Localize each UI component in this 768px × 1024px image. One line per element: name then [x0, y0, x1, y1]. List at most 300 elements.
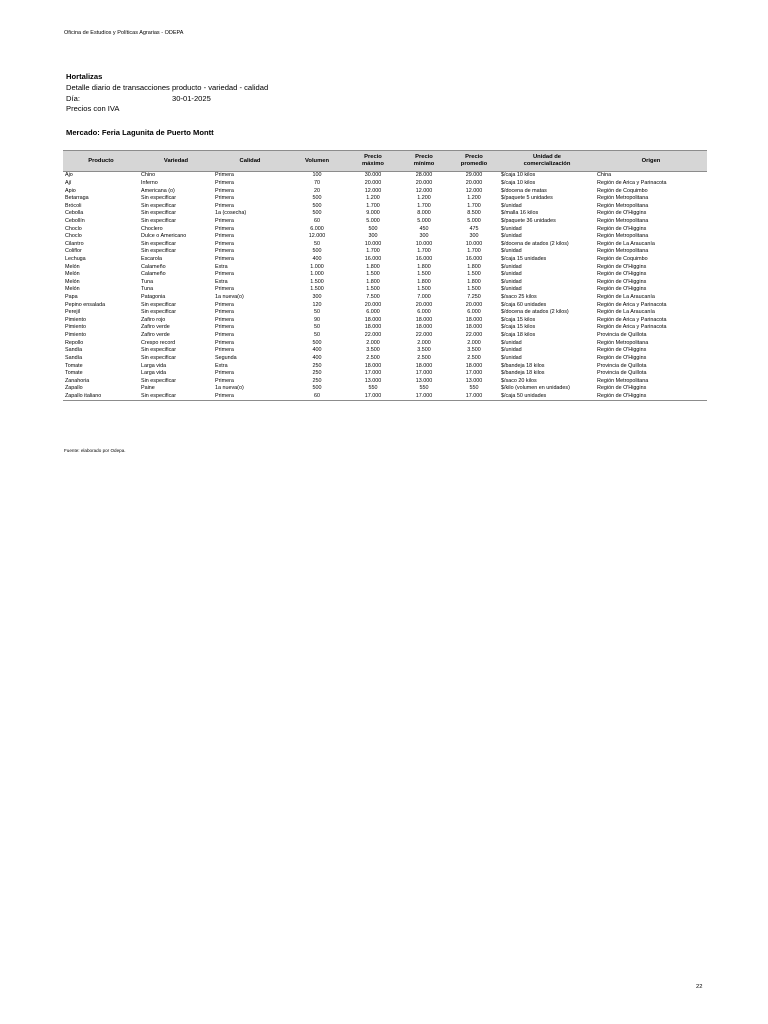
cell-precio-minimo: 20.000	[415, 179, 433, 186]
cell-precio-minimo: 2.000	[417, 339, 431, 346]
cell-precio-promedio: 18.000	[465, 362, 483, 369]
market-title: Mercado: Feria Lagunita de Puerto Montt	[66, 128, 214, 137]
cell-precio-promedio: 18.000	[465, 316, 483, 323]
cell-variedad: Larga vida	[141, 370, 167, 377]
cell-unidad: $/caja 50 unidades	[499, 393, 595, 401]
cell-precio-minimo: 28.000	[415, 172, 433, 179]
cell-calidad: Primera	[215, 347, 234, 354]
cell-volumen: 60	[287, 393, 347, 401]
cell-precio-maximo: 300	[368, 233, 378, 240]
cell-producto: Sandía	[65, 347, 83, 354]
cell-variedad: Sin especificar	[141, 202, 177, 209]
cell-variedad: Zafiro verde	[141, 332, 170, 339]
cell-unidad: $/kilo (volumen en unidades)	[501, 385, 570, 392]
cell-precio-promedio: 20.000	[465, 301, 483, 308]
cell-precio-promedio: 22.000	[465, 332, 483, 339]
cell-origen: China	[597, 172, 612, 179]
header-precio-promedio-line1: Precio	[465, 154, 483, 160]
date-label: Día:	[66, 93, 80, 103]
cell-calidad: 1a nueva(o)	[215, 294, 244, 301]
cell-precio-maximo: 500	[368, 225, 378, 232]
cell-precio-promedio: 1.500	[467, 286, 481, 293]
cell-origen: Región de Coquimbo	[597, 256, 648, 262]
cell-volumen: 400	[312, 256, 322, 262]
cell-variedad: Calameño	[141, 263, 166, 270]
cell-producto: Repollo	[65, 339, 84, 346]
table-row	[63, 385, 707, 393]
cell-producto: Pimiento	[65, 332, 86, 339]
cell-precio-minimo: 8.000	[417, 210, 431, 217]
cell-variedad: Sin especificar	[141, 347, 177, 354]
cell-variedad: Sin especificar	[139, 393, 213, 401]
table-row	[63, 256, 707, 264]
table-row	[63, 355, 707, 363]
cell-variedad: Larga vida	[141, 362, 167, 369]
cell-precio-promedio: 2.000	[467, 339, 481, 346]
cell-volumen: 1.500	[310, 278, 324, 285]
cell-calidad: Primera	[215, 370, 234, 377]
cell-precio-promedio: 1.800	[467, 263, 481, 270]
cell-precio-maximo: 3.500	[366, 347, 380, 354]
cell-precio-maximo: 2.500	[366, 354, 380, 361]
cell-precio-maximo: 2.000	[366, 339, 380, 346]
cell-producto: Tomate	[65, 370, 83, 377]
table-row	[63, 263, 707, 271]
cell-volumen: 120	[312, 301, 322, 308]
cell-origen: Provincia de Quillota	[597, 362, 647, 369]
cell-precio-promedio: 8.500	[467, 210, 481, 217]
cell-precio-minimo: 300	[419, 233, 429, 240]
cell-unidad: $/paquete 5 unidades	[501, 195, 553, 202]
source-footnote: Fuente: elaborado por Odepa.	[64, 448, 126, 453]
table-row	[63, 195, 707, 203]
cell-precio-promedio: 1.700	[467, 202, 481, 209]
cell-producto: Zanahoria	[65, 377, 90, 384]
cell-precio-maximo: 1.500	[366, 271, 380, 278]
cell-volumen: 1.000	[310, 263, 324, 270]
cell-variedad: Escarola	[141, 256, 162, 262]
cell-variedad: Sin especificar	[141, 210, 177, 217]
report-date	[66, 94, 268, 105]
cell-calidad: Primera	[215, 225, 234, 232]
cell-precio-minimo: 1.500	[417, 286, 431, 293]
cell-volumen: 6.000	[310, 225, 324, 232]
cell-producto: Coliflor	[65, 248, 82, 255]
cell-precio-promedio: 300	[469, 233, 479, 240]
cell-origen: Región de O'Higgins	[597, 263, 647, 270]
cell-unidad: $/unidad	[501, 286, 522, 293]
cell-precio-minimo: 7.000	[417, 294, 431, 301]
cell-origen: Región de Coquimbo	[597, 187, 648, 194]
cell-origen: Región Metropolitana	[597, 339, 649, 346]
cell-precio-promedio: 6.000	[467, 309, 481, 316]
cell-variedad: Paine	[141, 385, 155, 392]
cell-variedad: Americana (o)	[141, 187, 175, 194]
table-row	[63, 248, 707, 256]
report-subtitle: Detalle diario de transacciones producto - variedad - calidad	[66, 82, 269, 92]
cell-precio-maximo: 1.500	[366, 286, 380, 293]
cell-calidad: Primera	[215, 332, 234, 339]
cell-unidad: $/unidad	[501, 278, 522, 285]
cell-precio-maximo: 1.700	[366, 248, 380, 255]
header-precio-promedio	[449, 151, 499, 172]
table-row	[63, 301, 707, 309]
cell-precio-minimo: 18.000	[415, 362, 433, 369]
cell-origen: Región Metropolitana	[597, 195, 649, 202]
cell-calidad: Primera	[215, 286, 234, 293]
cell-volumen: 50	[314, 332, 320, 339]
cell-precio-maximo: 1.800	[366, 263, 380, 270]
cell-unidad: $/unidad	[501, 347, 522, 354]
cell-precio-promedio: 17.000	[465, 370, 483, 377]
cell-producto: Ajo	[65, 172, 73, 179]
cell-precio-maximo: 12.000	[364, 187, 382, 194]
cell-variedad: Zafiro rojo	[141, 316, 166, 323]
table-row	[63, 225, 707, 233]
table-row	[63, 180, 707, 188]
cell-volumen: 90	[314, 316, 320, 323]
cell-volumen: 50	[314, 309, 320, 316]
cell-producto: Apio	[65, 187, 76, 194]
cell-origen: Región Metropolitana	[597, 217, 649, 224]
cell-volumen: 60	[314, 217, 320, 224]
header-variedad: Variedad	[139, 151, 213, 172]
cell-origen: Región de O'Higgins	[597, 271, 647, 278]
cell-producto: Zapallo italiano	[63, 393, 139, 401]
cell-producto: Cebolla	[65, 210, 84, 217]
table-row	[63, 370, 707, 378]
cell-origen: Región Metropolitana	[597, 248, 649, 255]
cell-unidad: $/unidad	[501, 202, 522, 209]
cell-variedad: Zafiro verde	[141, 324, 170, 331]
cell-origen: Región de O'Higgins	[597, 286, 647, 293]
cell-precio-maximo: 550	[368, 385, 378, 392]
cell-calidad: Primera	[215, 172, 234, 179]
cell-precio-promedio: 10.000	[465, 240, 483, 247]
cell-unidad: $/unidad	[501, 271, 522, 278]
cell-calidad: Primera	[215, 339, 234, 346]
cell-variedad: Chino	[141, 172, 156, 179]
cell-precio-maximo: 20.000	[364, 301, 382, 308]
cell-precio-promedio: 17.000	[449, 393, 499, 401]
cell-calidad: Primera	[213, 393, 287, 401]
cell-volumen: 12.000	[308, 233, 326, 240]
cell-precio-promedio: 29.000	[465, 172, 483, 179]
cell-precio-minimo: 18.000	[415, 324, 433, 331]
cell-precio-promedio: 1.500	[467, 271, 481, 278]
cell-unidad: $/saco 20 kilos	[501, 377, 537, 384]
cell-volumen: 300	[312, 294, 322, 301]
cell-precio-promedio: 20.000	[465, 179, 483, 186]
cell-precio-minimo: 18.000	[415, 316, 433, 323]
cell-precio-minimo: 20.000	[415, 301, 433, 308]
cell-precio-promedio: 2.500	[467, 354, 481, 361]
cell-producto: Melón	[65, 286, 80, 293]
header-origen: Origen	[595, 151, 707, 172]
cell-producto: Pimiento	[65, 316, 86, 323]
cell-variedad: Sin especificar	[141, 354, 177, 361]
cell-producto: Melón	[65, 278, 80, 285]
header-unidad-line1: Unidad de	[532, 154, 562, 160]
cell-volumen: 1.500	[310, 286, 324, 293]
cell-unidad: $/bandeja 18 kilos	[501, 362, 545, 369]
cell-volumen: 500	[312, 202, 322, 209]
header-calidad: Calidad	[213, 151, 287, 172]
table-row	[63, 324, 707, 332]
cell-precio-minimo: 13.000	[415, 377, 433, 384]
cell-precio-maximo: 17.000	[347, 393, 399, 401]
cell-precio-promedio: 16.000	[465, 256, 483, 262]
table-row	[63, 279, 707, 287]
cell-calidad: Extra	[215, 263, 228, 270]
cell-origen: Región de Arica y Parinacota	[597, 301, 667, 308]
cell-calidad: Primera	[215, 377, 234, 384]
cell-volumen: 400	[312, 354, 322, 361]
cell-producto: Perejil	[65, 309, 80, 316]
cell-unidad: $/caja 10 kilos	[501, 172, 536, 179]
cell-variedad: Dulce o Americano	[141, 233, 187, 240]
cell-calidad: Primera	[215, 316, 234, 323]
cell-unidad: $/paquete 36 unidades	[501, 217, 556, 224]
cell-calidad: Primera	[215, 233, 234, 240]
cell-volumen: 250	[312, 370, 322, 377]
cell-precio-maximo: 10.000	[364, 240, 382, 247]
cell-precio-minimo: 1.800	[417, 278, 431, 285]
cell-precio-maximo: 9.000	[366, 210, 380, 217]
cell-precio-minimo: 1.500	[417, 271, 431, 278]
header-precio-minimo-line2: mínimo	[413, 161, 435, 167]
cell-variedad: Tuna	[141, 278, 154, 285]
cell-volumen: 250	[312, 377, 322, 384]
cell-variedad: Patagonia	[141, 294, 166, 301]
cell-precio-minimo: 16.000	[415, 256, 433, 262]
cell-origen: Región de O'Higgins	[595, 393, 707, 401]
table-row	[63, 271, 707, 279]
cell-precio-promedio: 13.000	[465, 377, 483, 384]
cell-producto: Lechuga	[65, 256, 86, 262]
cell-precio-maximo: 7.500	[366, 294, 380, 301]
cell-precio-maximo: 18.000	[364, 324, 382, 331]
cell-precio-promedio: 475	[469, 225, 479, 232]
cell-precio-minimo: 1.800	[417, 263, 431, 270]
cell-origen: Región de Arica y Parinacota	[597, 179, 667, 186]
cell-producto: Papa	[65, 294, 78, 301]
cell-precio-maximo: 1.200	[366, 195, 380, 202]
table-row	[63, 187, 707, 195]
cell-precio-maximo: 30.000	[364, 172, 382, 179]
cell-producto: Sandía	[65, 354, 83, 361]
table-row	[63, 339, 707, 347]
cell-precio-maximo: 20.000	[364, 179, 382, 186]
header-precio-maximo-line2: máximo	[362, 161, 384, 167]
cell-calidad: Primera	[215, 324, 234, 331]
cell-producto: Pepino ensalada	[65, 301, 106, 308]
cell-origen: Región de La Araucanía	[597, 240, 655, 247]
cell-volumen: 500	[312, 385, 322, 392]
table-row	[63, 202, 707, 210]
cell-precio-promedio: 18.000	[465, 324, 483, 331]
table-row	[63, 377, 707, 385]
cell-unidad: $/unidad	[501, 263, 522, 270]
cell-precio-maximo: 6.000	[366, 309, 380, 316]
table-row	[63, 172, 707, 180]
cell-precio-maximo: 17.000	[364, 370, 382, 377]
table-row	[63, 210, 707, 218]
cell-calidad: 1a nueva(o)	[215, 385, 244, 392]
cell-producto: Choclo	[65, 225, 82, 232]
cell-unidad: $/caja 15 kilos	[501, 324, 536, 331]
table-row	[63, 286, 707, 294]
cell-producto: Brócoli	[65, 202, 82, 209]
cell-volumen: 500	[312, 195, 322, 202]
table-row	[63, 294, 707, 302]
cell-precio-minimo: 550	[419, 385, 429, 392]
cell-variedad: Sin especificar	[141, 217, 177, 224]
cell-variedad: Sin especificar	[141, 248, 177, 255]
organization-name: Oficina de Estudios y Políticas Agrarias - ODEPA	[64, 30, 184, 36]
cell-precio-minimo: 22.000	[415, 332, 433, 339]
cell-calidad: Primera	[215, 202, 234, 209]
cell-variedad: Crespo record	[141, 339, 176, 346]
cell-calidad: Extra	[215, 278, 228, 285]
header-precio-minimo-line1: Precio	[415, 154, 433, 160]
page-number: 22	[696, 984, 703, 990]
cell-precio-promedio: 550	[469, 385, 479, 392]
cell-origen: Región de O'Higgins	[597, 210, 647, 217]
cell-precio-promedio: 3.500	[467, 347, 481, 354]
cell-producto: Cilantro	[65, 240, 84, 247]
cell-volumen: 100	[312, 172, 322, 179]
cell-origen: Región de La Araucanía	[597, 294, 655, 301]
cell-unidad: $/unidad	[501, 225, 522, 232]
cell-origen: Región Metropolitana	[597, 377, 649, 384]
header-precio-maximo-line1: Precio	[364, 154, 382, 160]
cell-origen: Región de O'Higgins	[597, 354, 647, 361]
cell-producto: Choclo	[65, 233, 82, 240]
transactions-table	[63, 150, 707, 401]
cell-producto: Pimiento	[65, 324, 86, 331]
header-precio-maximo	[347, 151, 399, 172]
cell-volumen: 400	[312, 347, 322, 354]
table-row	[63, 309, 707, 317]
cell-unidad: $/saco 25 kilos	[501, 294, 537, 301]
cell-precio-maximo: 1.700	[366, 202, 380, 209]
cell-variedad: Sin especificar	[141, 195, 177, 202]
cell-origen: Región de Arica y Parinacota	[597, 316, 667, 323]
cell-unidad: $/unidad	[501, 248, 522, 255]
cell-precio-minimo: 1.700	[417, 248, 431, 255]
cell-unidad: $/caja 15 kilos	[501, 316, 536, 323]
cell-origen: Provincia de Quillota	[597, 332, 647, 339]
header-precio-promedio-line2: promedio	[460, 161, 488, 167]
cell-precio-minimo: 2.500	[417, 354, 431, 361]
cell-origen: Región Metropolitana	[597, 202, 649, 209]
cell-variedad: Sin especificar	[141, 301, 177, 308]
cell-producto: Betarraga	[65, 195, 89, 202]
table-row	[63, 218, 707, 226]
cell-calidad: Primera	[215, 240, 234, 247]
table-body	[63, 172, 707, 401]
cell-precio-minimo: 450	[419, 225, 429, 232]
cell-unidad: $/caja 10 kilos	[501, 179, 536, 186]
cell-producto: Cebollín	[65, 217, 85, 224]
cell-volumen: 70	[314, 179, 320, 186]
table-row	[63, 347, 707, 355]
cell-origen: Región de O'Higgins	[597, 347, 647, 354]
cell-volumen: 500	[312, 210, 322, 217]
cell-unidad: $/caja 18 kilos	[501, 332, 536, 339]
cell-precio-minimo: 1.700	[417, 202, 431, 209]
cell-variedad: Choclero	[141, 225, 163, 232]
cell-precio-minimo: 6.000	[417, 309, 431, 316]
table-row	[63, 233, 707, 241]
cell-precio-minimo: 1.200	[417, 195, 431, 202]
cell-unidad: $/docena de atados (2 kilos)	[501, 309, 569, 316]
table-header-row	[63, 151, 707, 172]
cell-volumen: 50	[314, 324, 320, 331]
cell-unidad: $/unidad	[501, 354, 522, 361]
cell-precio-minimo: 12.000	[415, 187, 433, 194]
cell-calidad: Primera	[215, 309, 234, 316]
cell-precio-minimo: 10.000	[415, 240, 433, 247]
cell-calidad: Segunda	[215, 354, 237, 361]
cell-variedad: Sin especificar	[141, 377, 177, 384]
table-row	[63, 317, 707, 325]
cell-calidad: Primera	[215, 195, 234, 202]
cell-origen: Región Metropolitana	[597, 233, 649, 240]
cell-producto: Zapallo	[65, 385, 83, 392]
cell-calidad: Primera	[215, 187, 234, 194]
prices-note: Precios con IVA	[66, 104, 120, 114]
cell-precio-promedio: 1.200	[467, 195, 481, 202]
cell-unidad: $/bandeja 18 kilos	[501, 370, 545, 377]
cell-origen: Provincia de Quillota	[597, 370, 647, 377]
cell-origen: Región de Arica y Parinacota	[597, 324, 667, 331]
cell-calidad: Primera	[215, 248, 234, 255]
cell-producto: Tomate	[65, 362, 83, 369]
cell-unidad: $/unidad	[501, 233, 522, 240]
cell-variedad: Sin especificar	[141, 240, 177, 247]
cell-precio-promedio: 1.700	[467, 248, 481, 255]
cell-calidad: Primera	[215, 217, 234, 224]
cell-unidad: $/caja 60 unidades	[501, 301, 547, 308]
cell-unidad: $/malla 16 kilos	[501, 210, 539, 217]
cell-unidad: $/unidad	[501, 339, 522, 346]
cell-precio-promedio: 1.800	[467, 278, 481, 285]
table-row	[63, 332, 707, 340]
cell-volumen: 500	[312, 339, 322, 346]
table-row	[63, 240, 707, 248]
cell-volumen: 250	[312, 362, 322, 369]
header-unidad	[499, 151, 595, 172]
cell-variedad: Sin especificar	[141, 309, 177, 316]
header-producto: Producto	[63, 151, 139, 172]
cell-calidad: Primera	[215, 256, 234, 262]
cell-precio-promedio: 5.000	[467, 217, 481, 224]
cell-unidad: $/docena de matas	[501, 187, 547, 194]
cell-precio-minimo: 17.000	[415, 370, 433, 377]
cell-calidad: Primera	[215, 179, 234, 186]
cell-origen: Región de La Araucanía	[597, 309, 655, 316]
cell-producto: Melón	[65, 263, 80, 270]
cell-volumen: 1.000	[310, 271, 324, 278]
cell-precio-minimo: 3.500	[417, 347, 431, 354]
cell-precio-maximo: 22.000	[364, 332, 382, 339]
header-precio-minimo	[399, 151, 449, 172]
cell-variedad: Inferno	[141, 179, 158, 186]
cell-origen: Región de O'Higgins	[597, 278, 647, 285]
cell-volumen: 20	[314, 187, 320, 194]
